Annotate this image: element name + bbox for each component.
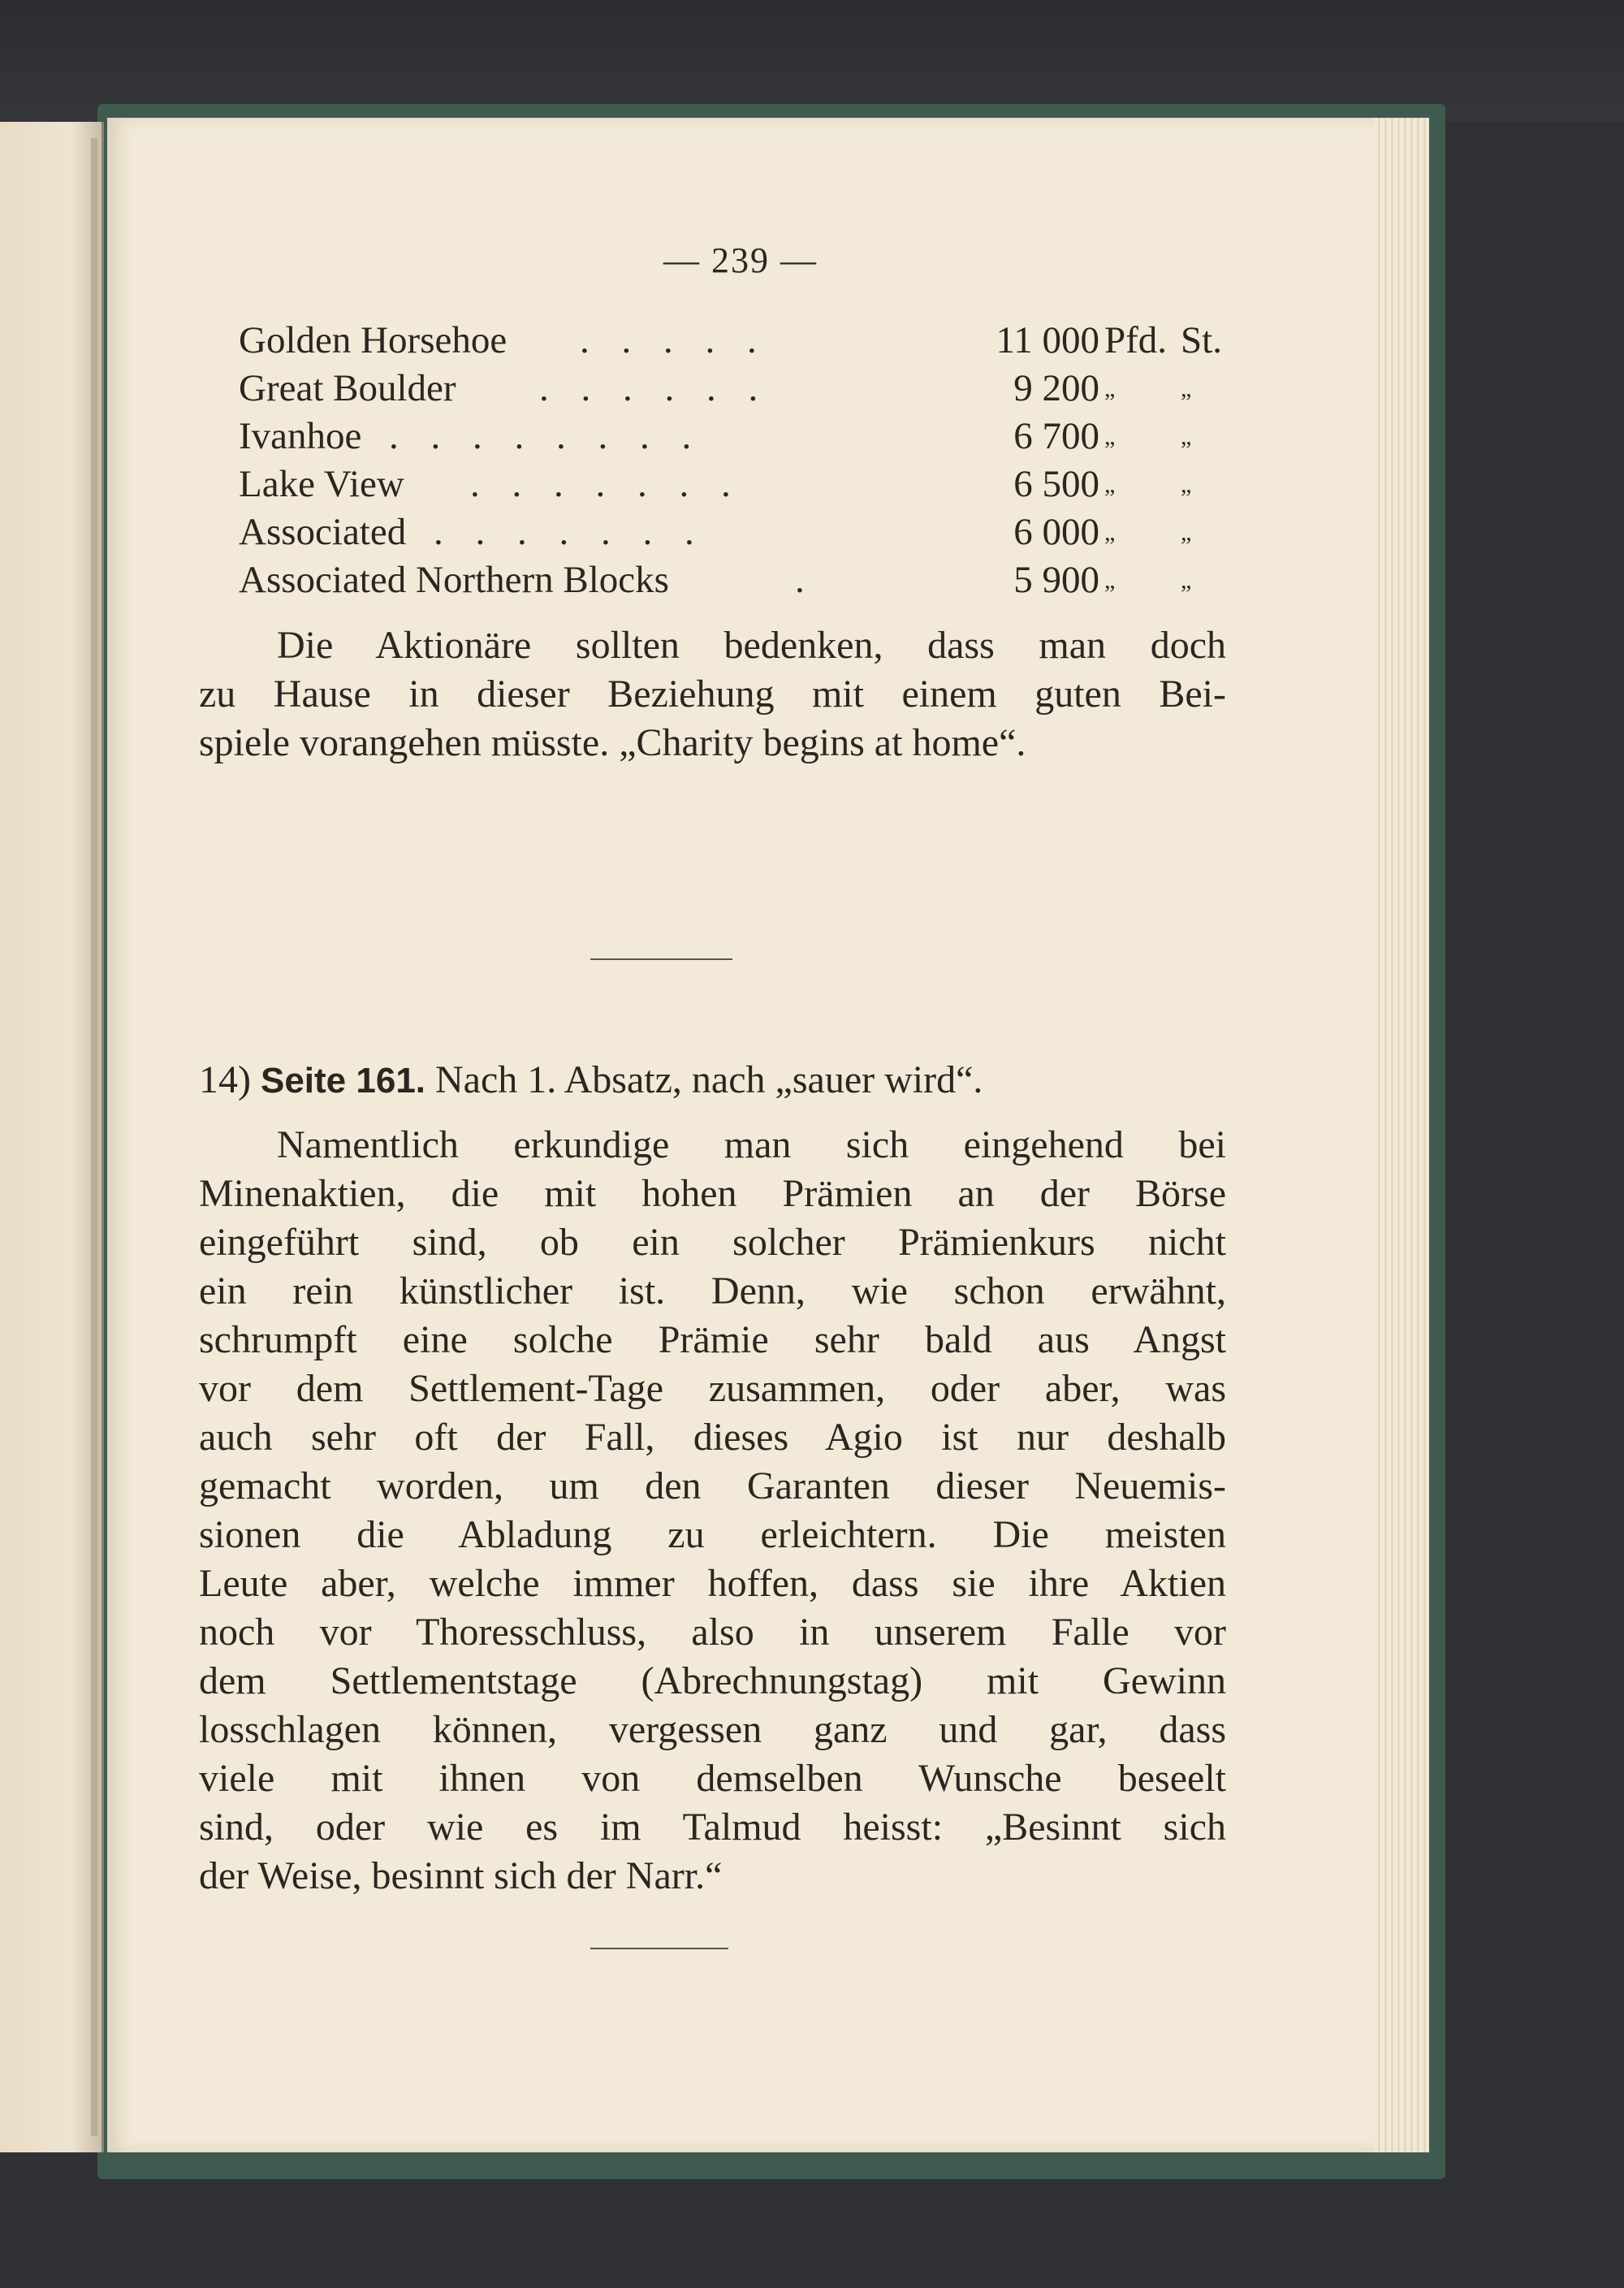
left-page-edge xyxy=(91,138,97,2136)
text-line: eingeführt sind, ob ein solcher Prämienkurs nicht xyxy=(199,1221,1226,1264)
text-line: zu Hause in dieser Beziehung mit einem guten Bei- xyxy=(199,673,1226,716)
row-unit-1: Pfd. xyxy=(1104,319,1168,361)
paragraph-2 xyxy=(199,1121,1226,1901)
row-unit-2: „ xyxy=(1181,567,1192,594)
dot-leader: . . . . . . xyxy=(539,367,770,409)
table-row xyxy=(239,556,1246,604)
row-unit-1: „ xyxy=(1104,471,1116,498)
row-unit-1: „ xyxy=(1104,567,1116,594)
table-row xyxy=(239,461,1246,508)
dot-leader: . . . . . . . xyxy=(470,463,742,505)
book-page xyxy=(107,118,1374,2152)
text-line: vor dem Settlement-Tage zusammen, oder aber, was xyxy=(199,1367,1226,1410)
text-line: spiele vorangehen müsste. „Charity begins at home“. xyxy=(199,721,1026,764)
paragraph-1 xyxy=(199,621,1226,768)
text-line: dem Settlementstage (Abrechnungstag) mit Gewinn xyxy=(199,1659,1226,1702)
text-line: Leute aber, welche immer hoffen, dass sie ihre Aktien xyxy=(199,1562,1226,1605)
heading-text: Nach 1. Absatz, nach „sauer wird“. xyxy=(435,1058,983,1101)
row-name: Lake View xyxy=(239,463,404,505)
text-line: sind, oder wie es im Talmud heisst: „Besinnt sich xyxy=(199,1806,1226,1849)
heading-number: 14) xyxy=(199,1058,251,1101)
row-unit-1: „ xyxy=(1104,375,1116,402)
row-amount: 6 000 xyxy=(1013,511,1099,553)
row-amount: 11 000 xyxy=(996,319,1099,361)
section-heading xyxy=(199,1056,983,1105)
text-line: Minenaktien, die mit hohen Prämien an der Börse xyxy=(199,1172,1226,1215)
row-name: Associated Northern Blocks xyxy=(239,559,669,601)
row-unit-2: „ xyxy=(1181,375,1192,402)
text-line: Namentlich erkundige man sich eingehend bei xyxy=(277,1123,1226,1166)
row-unit-2: „ xyxy=(1181,519,1192,546)
row-amount: 9 200 xyxy=(1013,367,1099,409)
row-unit-2: St. xyxy=(1181,319,1222,361)
page-number: — 239 — xyxy=(663,240,818,280)
row-name: Great Boulder xyxy=(239,367,456,409)
text-line: gemacht worden, um den Garanten dieser Neuemis- xyxy=(199,1464,1226,1507)
row-unit-1: „ xyxy=(1104,423,1116,450)
text-line: sionen die Abladung zu erleichtern. Die meisten xyxy=(199,1513,1226,1556)
text-line: ein rein künstlicher ist. Denn, wie schon erwähnt, xyxy=(199,1269,1226,1313)
row-name: Ivanhoe xyxy=(239,415,362,457)
text-line: Die Aktionäre sollten bedenken, dass man doch xyxy=(277,624,1226,667)
dot-leader: . xyxy=(795,559,816,601)
text-line: noch vor Thoresschluss, also in unserem Falle vor xyxy=(199,1611,1226,1654)
text-line: der Weise, besinnt sich der Narr.“ xyxy=(199,1854,723,1897)
end-divider xyxy=(590,1948,728,1949)
dot-leader: . . . . . . . xyxy=(434,511,706,553)
table-row xyxy=(239,413,1246,461)
text-line: losschlagen können, vergessen ganz und gar, dass xyxy=(199,1708,1226,1751)
row-amount: 6 500 xyxy=(1013,463,1099,505)
row-name: Golden Horsehoe xyxy=(239,319,508,361)
price-table xyxy=(239,317,1246,604)
text-line: viele mit ihnen von demselben Wunsche beseelt xyxy=(199,1757,1226,1800)
dot-leader: . . . . . xyxy=(580,319,768,361)
row-unit-2: „ xyxy=(1181,471,1192,498)
table-row xyxy=(239,508,1246,556)
heading-reference: Seite 161. xyxy=(260,1061,426,1101)
table-row xyxy=(239,317,1246,365)
row-unit-2: „ xyxy=(1181,423,1192,450)
table-row xyxy=(239,365,1246,413)
text-line: auch sehr oft der Fall, dieses Agio ist nur deshalb xyxy=(199,1416,1226,1459)
dot-leader: . . . . . . . . xyxy=(389,415,703,457)
section-divider xyxy=(590,958,732,960)
left-page xyxy=(0,122,104,2152)
row-name: Associated xyxy=(239,511,407,553)
row-amount: 6 700 xyxy=(1013,415,1099,457)
row-unit-1: „ xyxy=(1104,519,1116,546)
text-line: schrumpft eine solche Prämie sehr bald aus Angst xyxy=(199,1318,1226,1361)
row-amount: 5 900 xyxy=(1013,559,1099,601)
